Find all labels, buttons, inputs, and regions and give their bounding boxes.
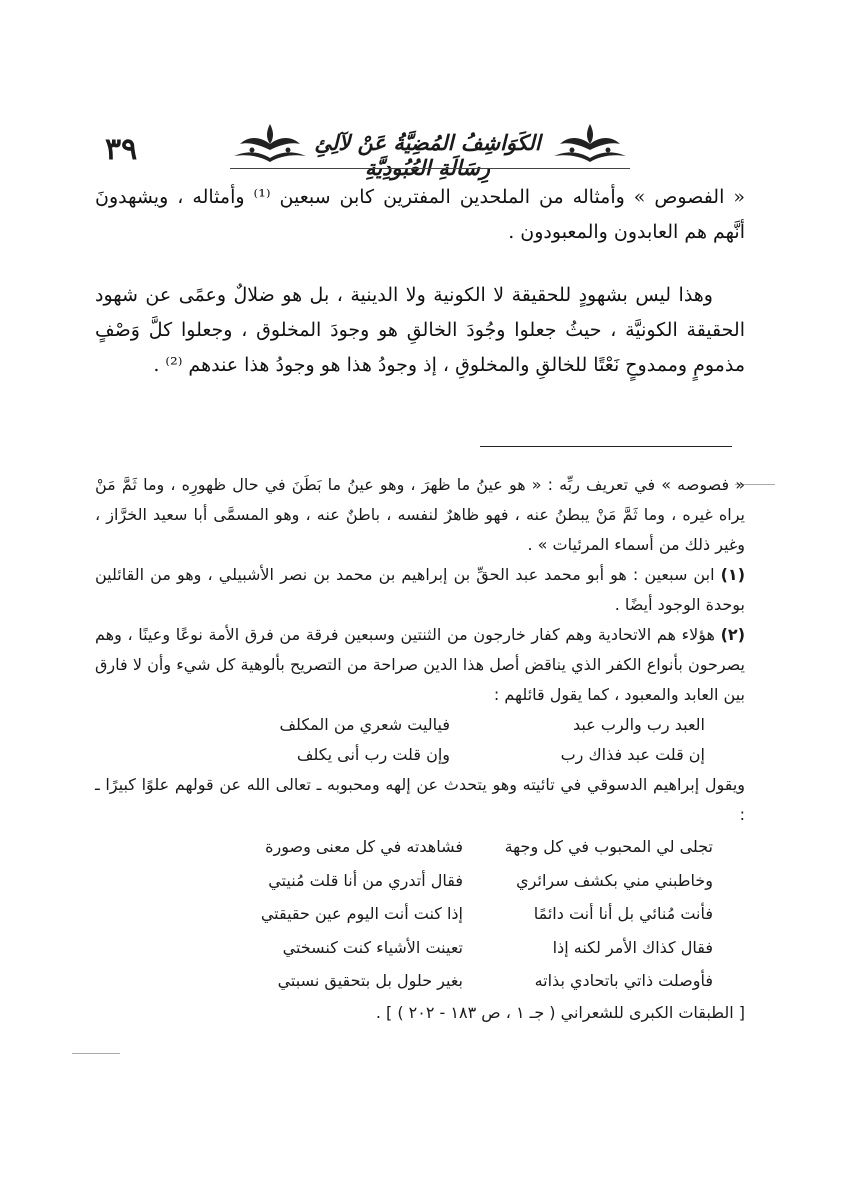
footnote-reference: [ الطبقات الكبرى للشعراني ( جـ ١ ، ص ١٨٣ - ٢٠٢ ) ] . (375, 1002, 745, 1022)
footnote-2 (95, 620, 745, 710)
verse-first-hemistich: وخاطبني مني بكشف سرائري (516, 870, 713, 890)
verse-line (95, 897, 745, 931)
verse-line (95, 710, 745, 740)
verse-first-hemistich: فقال كذاك الأمر لكنه إذا (552, 937, 713, 957)
floral-ornament-icon (550, 120, 630, 166)
verse-second-hemistich: إذا كنت أنت اليوم عين حقيقتي (260, 904, 463, 923)
book-title: الكَوَاشِفُ المُضِيَّةُ عَنْ لآلِئِ رِسَالَةِ العُبُودِيَّةِ (314, 130, 541, 180)
footnote-continuation: « فصوصه » في تعريف ربِّه : « هو عينُ ما ظهرَ ، وهو عينُ ما بَطَنَ في حال ظهورِه ، وما ثَمَّ مَنْ يراه غيره ، وما ثَمَّ مَنْ يبطنُ عنه ، فهو ظاهرٌ لنفسه ، باطنٌ عنه ، وهو المسمَّى أبا سعيد الخرَّاز ، وغير ذلك من أسماء المرئيات » . (95, 475, 745, 554)
footnote-number: (٢) (720, 625, 745, 644)
poem-1 (95, 710, 745, 770)
body-paragraph-2 (95, 278, 745, 383)
body-paragraph-1 (95, 180, 745, 250)
verse-first-hemistich: إن قلت عبد فذاك رب (560, 745, 705, 764)
verse-line (95, 864, 745, 898)
verse-first-hemistich: فأنت مُنائي بل أنا أنت دائمًا (533, 904, 713, 923)
running-header (95, 112, 745, 180)
verse-second-hemistich: فياليت شعري من المكلف (279, 715, 450, 734)
verse-second-hemistich: فقال أتدري من أنا قلت مُنيتي (268, 870, 463, 890)
verse-second-hemistich: فشاهدته في كل معنى وصورة (265, 837, 463, 856)
verse-second-hemistich: وإن قلت رب أنى يكلف (296, 745, 450, 764)
header-rule (230, 168, 630, 169)
verse-line (95, 964, 745, 998)
footnote-text: هؤلاء هم الاتحادية وهم كفار خارجون من الثنتين وسبعين فرقة من فرق الأمة نوعًا وعينًا ، وهم يصرحون بأنواع الكفر الذي يناقض أصل هذا الدين صراحة من التصريح بألوهية كل شيء وأن لا فارق بين العابد والمعبود ، كما يقول قائلهم : (95, 625, 745, 704)
page-number: ٣٩ (105, 132, 138, 167)
verse-first-hemistich: فأوصلت ذاتي باتحادي بذاته (534, 971, 713, 990)
footnote-number: (١) (720, 565, 745, 584)
footnote-1 (95, 560, 745, 620)
footnote-separator (480, 446, 732, 447)
paragraph-text: « الفصوص » وأمثاله من الملحدين المفترين كابن سبعين ⁽¹⁾ وأمثاله ، ويشهدونَ أنَّهم هم العابدون والمعبودون . (95, 186, 745, 243)
margin-mark (72, 1053, 120, 1054)
verse-second-hemistich: بغير حلول بل بتحقيق نسبتي (277, 971, 463, 990)
verse-line (95, 931, 745, 965)
verse-first-hemistich: العبد رب والرب عبد (572, 715, 705, 734)
footnotes (95, 470, 745, 1028)
footnote-mid-text: ويقول إبراهيم الدسوقي في تائيته وهو يتحدث عن إلهه ومحبوبه ـ تعالى الله عن قولهم علوًا كبيرًا ـ : (95, 775, 745, 824)
verse-first-hemistich: تجلى لي المحبوب في كل وجهة (504, 837, 713, 856)
footnote-text: ابن سبعين : هو أبو محمد عبد الحقِّ بن إبراهيم بن محمد بن نصر الأشبيلي ، وهو من القائلين بوحدة الوجود أيضًا . (95, 565, 745, 614)
verse-second-hemistich: تعينت الأشياء كنت كنسختي (282, 937, 463, 957)
poem-2 (95, 830, 745, 998)
verse-line (95, 740, 745, 770)
paragraph-text: وهذا ليس بشهودٍ للحقيقة لا الكونية ولا الدينية ، بل هو ضلالٌ وعمًى عن شهود الحقيقة الكونيَّة ، حيثُ جعلوا وجُودَ الخالقِ هو وجودَ المخلوق ، وجعلوا كلَّ وَصْفٍ مذمومٍ وممدوحٍ نَعْتًا للخالقِ والمخلوقِ ، إذ وجودُ هذا هو وجودُ هذا عندهم ⁽²⁾ . (95, 284, 745, 376)
verse-line (95, 830, 745, 864)
